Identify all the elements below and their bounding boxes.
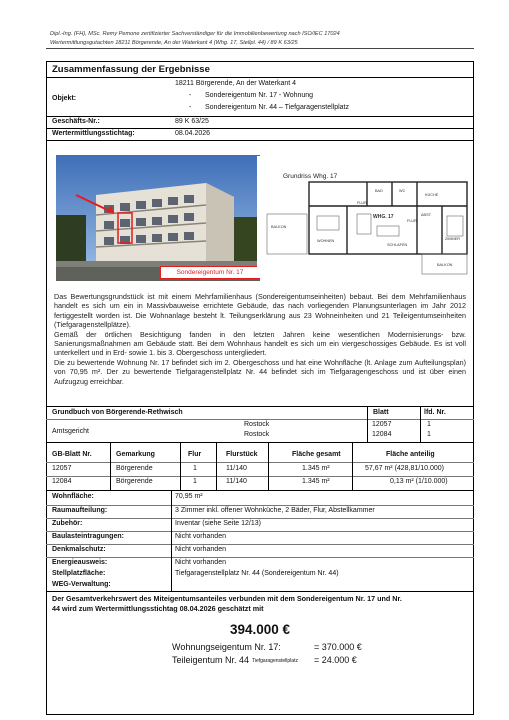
room-label: WC — [399, 189, 406, 193]
col-divider — [420, 406, 421, 442]
parcel-cell: Börgerende — [116, 465, 153, 472]
apartment-value: = 370.000 € — [314, 642, 362, 652]
photo-caption: Sondereigentum Nr. 17 — [160, 266, 260, 279]
object-bullet-1: - — [189, 92, 192, 99]
parcel-cell: 1 — [193, 465, 197, 472]
room-label: FLUR — [407, 219, 417, 223]
parking-value-note: Tiefgaragenstellplatz — [252, 658, 298, 664]
parcel-header-flur: Flur — [188, 451, 202, 458]
rule-description — [46, 406, 474, 407]
parcel-cell: 1 — [193, 478, 197, 485]
rule-facts — [46, 591, 474, 592]
rule-case — [46, 128, 474, 129]
room-label: WHG. 17 — [373, 214, 394, 220]
floor-plan-title: Grundriss Whg. 17 — [283, 173, 338, 180]
object-address: 18211 Börgerende, An der Waterkant 4 — [175, 80, 297, 87]
case-number-label: Geschäfts-Nr.: — [52, 118, 100, 125]
object-unit-2: Sondereigentum Nr. 44 – Tiefgaragenstellplatz — [205, 104, 349, 111]
fact-label-monument: Denkmalschutz: — [52, 546, 106, 553]
col-divider — [352, 442, 353, 490]
parcel-cell: 11/140 — [226, 465, 247, 472]
grundbuch-col-blatt: Blatt — [373, 409, 389, 416]
parcel-header-gemarkung: Gemarkung — [116, 451, 155, 458]
room-label: ABST. — [421, 213, 432, 217]
fact-label-weg: WEG-Verwaltung: — [52, 581, 111, 588]
col-divider — [268, 442, 269, 490]
parking-value-label: Teileigentum Nr. 44 — [172, 655, 250, 665]
object-label: Objekt: — [52, 95, 77, 102]
parcel-cell: 1.345 m² — [302, 478, 330, 485]
room-label: FLUR — [357, 201, 367, 205]
total-value: 394.000 € — [229, 622, 291, 637]
grundbuch-title: Grundbuch von Börgerende-Rethwisch — [52, 409, 183, 416]
fact-label-accessories: Zubehör: — [52, 520, 83, 527]
document-header — [50, 30, 470, 48]
fact-value-building-charges: Nicht vorhanden — [175, 533, 226, 540]
case-number-value: 89 K 63/25 — [175, 118, 209, 125]
header-line-2: Wertermittlungsgutachten 18211 Börgerende, An der Waterkant 4 (Whg. 17, Stellpl. 44) / 89 K 63/25 — [50, 40, 298, 46]
parcel-cell: 0,13 m² (1/10.000) — [390, 478, 448, 485]
rule-fact — [46, 505, 474, 506]
parcel-cell: 12084 — [52, 478, 72, 485]
description-paragraph-1: Das Bewertungsgrundstück ist mit einem Mehrfamilienhaus (Sondereigentumseinheiten) bebaut. Bei dem Mehrfamilienhaus handelt es sich um ein in Massivbauweise errichtete Gebäude, das nach vorliegenden Planungsunterlagen im Jahr 2012 fertiggestellt worden ist. Die Wohnanlage besteht lt. Teilungserklärung aus 23 Wohneinheiten und 21 Teileigentumseinheiten (Tiefgaragenstellplätze). — [54, 292, 466, 330]
fact-value-rooms: 3 Zimmer inkl. offener Wohnküche, 2 Bäder, Flur, Abstellkammer — [175, 507, 375, 514]
room-label: BALKON — [437, 263, 453, 267]
court-label: Amtsgericht — [52, 428, 89, 435]
room-label: BAD — [375, 189, 383, 193]
parcel-cell: 1.345 m² — [302, 465, 330, 472]
grundbuch-col-lfd: lfd. Nr. — [424, 409, 446, 416]
floor-plan — [257, 156, 470, 278]
property-description — [54, 292, 466, 386]
parcel-header-share: Fläche anteilig — [386, 451, 435, 458]
fact-value-accessories: Inventar (siehe Seite 12/13) — [175, 520, 261, 527]
parcel-cell: 57,67 m² (428,81/10.000) — [365, 465, 444, 472]
blatt-row-2: 12084 — [372, 431, 392, 438]
fact-value-living-area: 70,95 m² — [175, 493, 203, 500]
valuation-date-value: 08.04.2026 — [175, 130, 211, 137]
rule-object — [46, 116, 474, 117]
fact-value-parking: Tiefgaragenstellplatz Nr. 44 (Sondereigentum Nr. 44) — [175, 570, 339, 577]
header-line-1: Dipl.-Ing. (FH), MSc. Remy Pemone zertifizierter Sachverständiger für die Immobilienbewertung nach ISO/IEC 17024 — [50, 31, 340, 37]
parcel-header-area: Fläche gesamt — [292, 451, 341, 458]
room-label: KÜCHE — [425, 193, 439, 197]
room-label: SCHLAFEN — [387, 243, 408, 247]
building-photo — [56, 155, 260, 281]
lfd-row-2: 1 — [427, 431, 431, 438]
court-row-2: Rostock — [244, 431, 270, 438]
description-paragraph-2: Gemäß der örtlichen Besichtigung fanden in den letzten Jahren keine wesentlichen Modernisierungs- bzw. Sanierungsmaßnahmen am Gebäude statt. Bei dem Wohnhaus handelt es sich um ein viergeschossiges Gebäude. Es ist voll unterkellert und in Erd- sowie 1. bis 3. Obergeschoss untergliedert. — [54, 329, 466, 358]
apartment-value-label: Wohnungseigentum Nr. 17: — [172, 642, 281, 652]
header-rule — [46, 48, 474, 49]
rule-parcel — [46, 490, 474, 491]
rule-fact — [46, 544, 474, 545]
fact-value-energy: Nicht vorhanden — [175, 559, 226, 566]
object-bullet-2: - — [189, 104, 192, 111]
room-label: BALKON — [271, 225, 287, 229]
parcel-cell: Börgerende — [116, 478, 153, 485]
rule-fact — [46, 531, 474, 532]
col-divider — [110, 442, 111, 490]
parcel-cell: 12057 — [52, 465, 72, 472]
room-label: ZIMMER — [445, 237, 460, 241]
fact-label-energy: Energieausweis: — [52, 559, 108, 566]
parcel-cell: 11/140 — [226, 478, 247, 485]
col-divider — [171, 490, 172, 591]
fact-label-rooms: Raumaufteilung: — [52, 507, 108, 514]
parcel-header-flurstueck: Flurstück — [226, 451, 258, 458]
lfd-row-1: 1 — [427, 421, 431, 428]
page-title: Zusammenfassung der Ergebnisse — [52, 64, 210, 75]
valuation-date-label: Wertermittlungsstichtag: — [52, 130, 135, 137]
fact-label-parking: Stellplatzfläche: — [52, 570, 106, 577]
conclusion-text-1: Der Gesamtverkehrswert des Miteigentumsanteiles verbunden mit dem Sondereigentum Nr. 17 und Nr. — [52, 594, 402, 603]
fact-label-building-charges: Baulasteintragungen: — [52, 533, 124, 540]
col-divider — [216, 442, 217, 490]
rule-fact — [46, 518, 474, 519]
parking-value: = 24.000 € — [314, 655, 357, 665]
room-label: WOHNEN — [317, 239, 335, 243]
object-unit-1: Sondereigentum Nr. 17 - Wohnung — [205, 92, 314, 99]
title-rule — [46, 77, 474, 78]
col-divider — [180, 442, 181, 490]
conclusion-text-2: 44 wird zum Wertermittlungsstichtag 08.04.2026 geschätzt mit — [52, 604, 264, 613]
description-paragraph-3: Die zu bewertende Wohnung Nr. 17 befindet sich im 2. Obergeschoss und hat eine Wohnfläche (lt. Anlage zum Aufteilungsplan) von 70,95 m². Der zu bewertende Tiefgaragenstellplatz Nr. 44 befindet sich im Tiefgaragengeschoss und ist über einen Aufzugzug erreichbar. — [54, 357, 466, 386]
parcel-header-blatt: GB-Blatt Nr. — [52, 451, 92, 458]
blatt-row-1: 12057 — [372, 421, 392, 428]
fact-value-monument: Nicht vorhanden — [175, 546, 226, 553]
rule-fact — [46, 557, 474, 558]
fact-label-living-area: Wohnfläche: — [52, 493, 94, 500]
rule-grundbuch-head — [46, 419, 474, 420]
col-divider — [367, 406, 368, 442]
rule-date — [46, 140, 474, 141]
court-row-1: Rostock — [244, 421, 270, 428]
